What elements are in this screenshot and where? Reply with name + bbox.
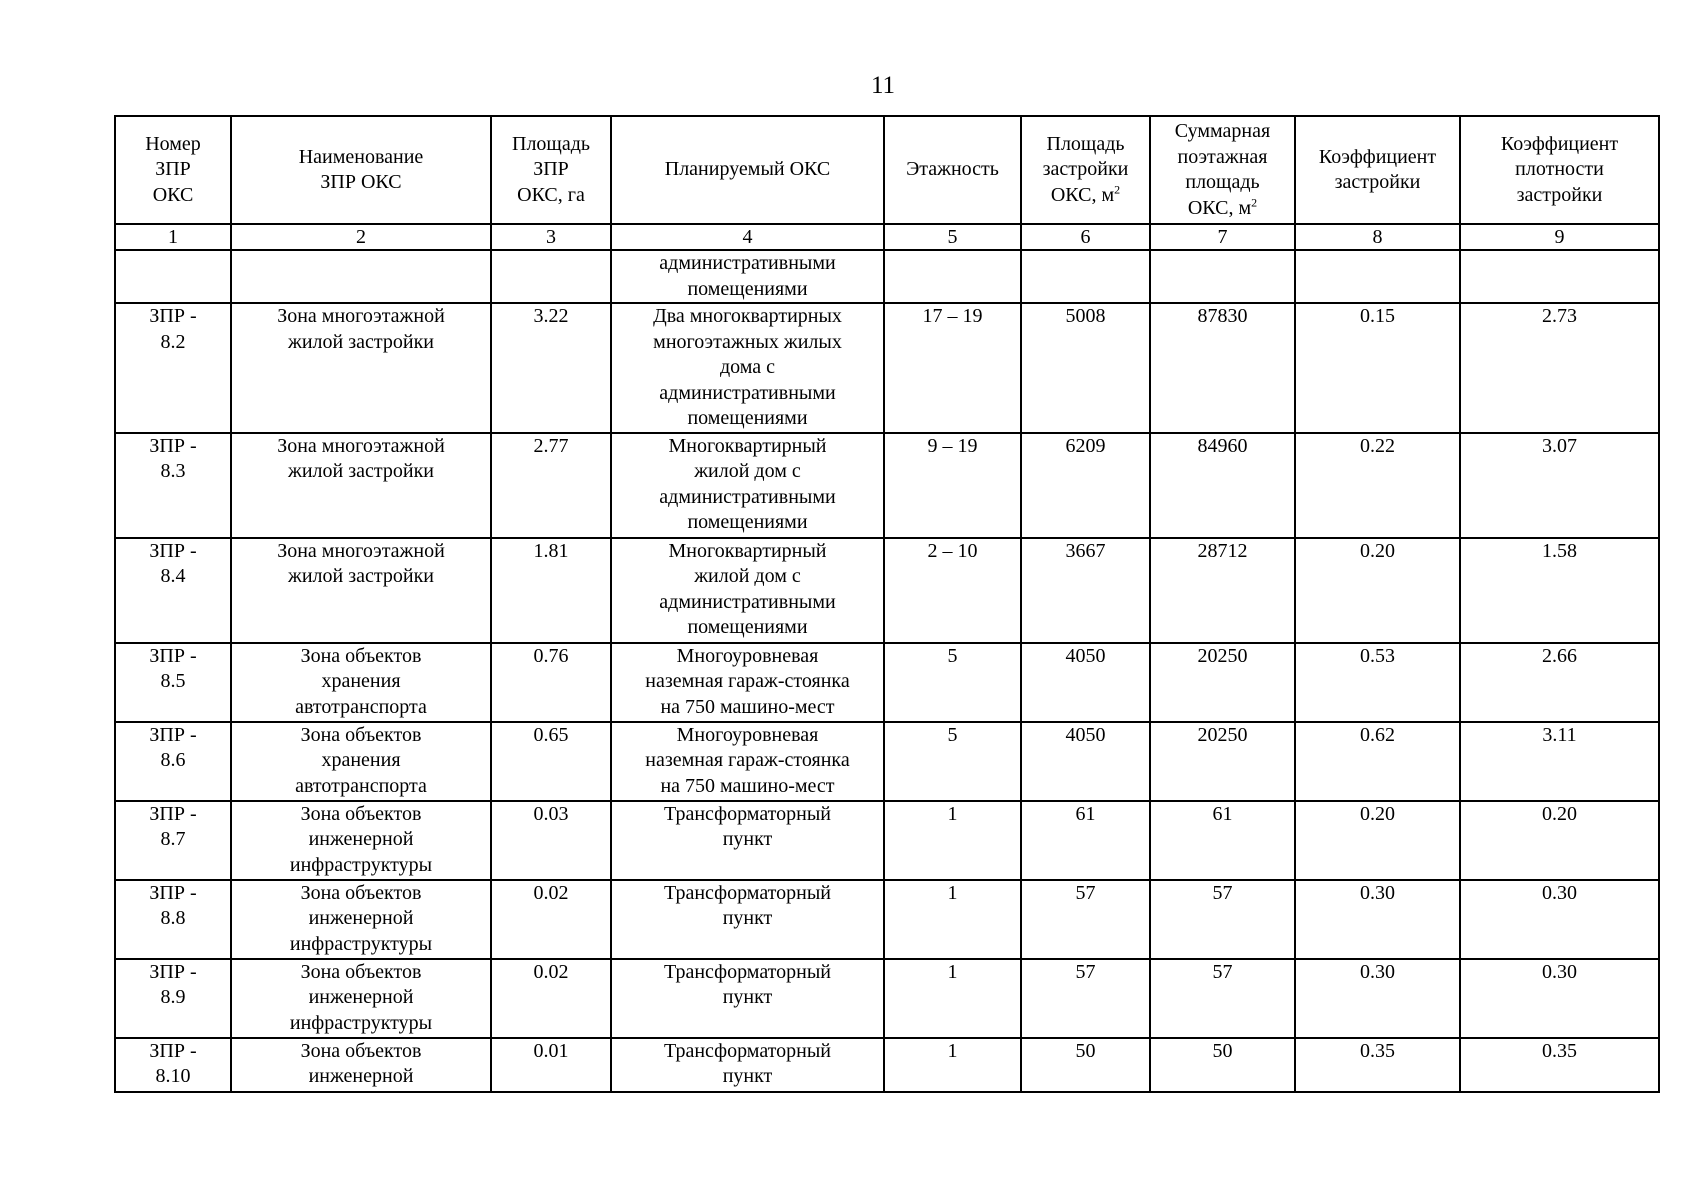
column-number-cell: 2	[231, 224, 491, 250]
cell-text: 0.30	[1542, 960, 1577, 983]
cell-text: 8.4	[160, 565, 186, 587]
table-cell	[491, 1038, 611, 1092]
table-cell	[611, 959, 884, 1038]
column-number-cell: 6	[1021, 224, 1150, 250]
table-cell	[491, 303, 611, 433]
cell-text: 87830	[1197, 305, 1248, 327]
cell-text: 0.30	[1360, 881, 1395, 904]
cell-text: административными	[659, 381, 836, 404]
table-row	[115, 722, 1659, 801]
table-cell	[1021, 801, 1150, 880]
cell-text: 5	[947, 644, 958, 667]
table-cell	[1150, 250, 1295, 303]
table-row	[115, 880, 1659, 959]
cell-text: 0.65	[533, 723, 569, 746]
column-number-cell: 3	[491, 224, 611, 250]
cell-text: помещениями	[687, 616, 808, 638]
table-cell	[1295, 303, 1460, 433]
header-text: Номер	[145, 132, 201, 155]
header-text: застройки	[1042, 158, 1129, 181]
cell-text: 8.6	[160, 749, 186, 771]
header-text: Этажность	[906, 158, 999, 181]
cell-text: автотранспорта	[295, 695, 427, 718]
cell-text: 2.77	[533, 434, 569, 457]
cell-text: 1	[947, 960, 958, 983]
cell-text: 0.02	[533, 960, 569, 983]
cell-text: Зона объектов	[300, 644, 422, 667]
cell-text: 4050	[1065, 644, 1106, 667]
table-row	[115, 250, 1659, 303]
cell-text: 3.07	[1542, 434, 1577, 457]
cell-text: 5	[947, 723, 958, 746]
table-cell	[115, 1038, 231, 1092]
zpr-oks-table	[114, 115, 1660, 1093]
cell-text: 0.22	[1360, 434, 1395, 457]
cell-text: помещениями	[687, 277, 808, 300]
header-cell	[1021, 116, 1150, 224]
cell-text: ЗПР -	[149, 539, 197, 562]
cell-text: Зона многоэтажной	[277, 539, 445, 562]
cell-text: ЗПР -	[149, 644, 197, 667]
table-cell	[884, 643, 1021, 722]
cell-text: 4050	[1065, 723, 1106, 746]
header-cell	[115, 116, 231, 224]
cell-text: инфраструктуры	[289, 1011, 433, 1034]
table-cell	[611, 801, 884, 880]
cell-text: 8.9	[160, 986, 186, 1008]
table-cell	[1150, 880, 1295, 959]
table-cell	[1021, 538, 1150, 643]
cell-text: 0.20	[1542, 802, 1577, 825]
cell-text: 57	[1075, 960, 1096, 983]
cell-text: жилой дом с	[694, 460, 801, 482]
table-cell	[115, 880, 231, 959]
cell-text: жилой застройки	[288, 565, 434, 587]
header-cell	[611, 116, 884, 224]
cell-text: 1	[947, 1039, 958, 1062]
table-cell	[1295, 538, 1460, 643]
header-text: Планируемый ОКС	[664, 158, 831, 181]
table-cell	[1021, 1038, 1150, 1092]
column-number-cell: 4	[611, 224, 884, 250]
cell-text: 0.20	[1360, 802, 1395, 825]
cell-text: 0.02	[533, 881, 569, 904]
header-text: ОКС, $м^2$	[1050, 182, 1121, 206]
table-cell	[1021, 250, 1150, 303]
cell-text: административными	[659, 485, 836, 508]
cell-text: 6209	[1065, 434, 1106, 457]
table-cell	[1295, 643, 1460, 722]
table-cell	[115, 303, 231, 433]
cell-text: 2 – 10	[927, 539, 978, 562]
table-cell	[611, 1038, 884, 1092]
table-cell	[491, 643, 611, 722]
table-cell	[1021, 303, 1150, 433]
table-cell	[115, 250, 231, 303]
cell-text: 50	[1075, 1039, 1096, 1062]
header-cell	[884, 116, 1021, 224]
table-cell	[1150, 722, 1295, 801]
cell-text: Трансформаторный	[663, 802, 831, 825]
table-cell	[611, 538, 884, 643]
cell-text: 84960	[1197, 434, 1248, 457]
table-cell	[231, 303, 491, 433]
table-cell	[115, 722, 231, 801]
table-cell	[884, 959, 1021, 1038]
header-text: ОКС	[152, 183, 194, 206]
table-cell	[231, 801, 491, 880]
table-row	[115, 538, 1659, 643]
table-cell	[611, 303, 884, 433]
page-number: 11	[870, 72, 896, 99]
cell-text: Зона многоэтажной	[277, 305, 445, 327]
header-cell	[1295, 116, 1460, 224]
cell-text: Многоуровневая	[676, 723, 819, 746]
cell-text: 0.35	[1360, 1039, 1395, 1062]
cell-text: наземная гараж-стоянка	[645, 749, 850, 771]
header-text: плотности	[1515, 158, 1604, 181]
table-cell	[491, 880, 611, 959]
column-number-cell: 8	[1295, 224, 1460, 250]
cell-text: ЗПР -	[149, 305, 197, 327]
table-cell	[1460, 1038, 1659, 1092]
cell-text: 0.01	[533, 1039, 569, 1062]
table-cell	[884, 433, 1021, 538]
table-cell	[231, 722, 491, 801]
cell-text: пункт	[722, 986, 773, 1008]
table-cell	[231, 880, 491, 959]
header-text: ОКС, га	[517, 183, 585, 206]
table-cell	[1021, 433, 1150, 538]
cell-text: 0.03	[533, 802, 569, 825]
header-cell	[491, 116, 611, 224]
cell-text: инженерной	[308, 828, 414, 850]
cell-text: ЗПР -	[149, 1039, 197, 1062]
cell-text: 20250	[1197, 723, 1248, 746]
table-cell	[231, 643, 491, 722]
table-cell	[884, 801, 1021, 880]
table-cell	[1150, 303, 1295, 433]
table-cell	[115, 433, 231, 538]
table-cell	[491, 250, 611, 303]
header-text: Наименование	[298, 145, 424, 168]
column-number-cell: 1	[115, 224, 231, 250]
cell-text: ЗПР -	[149, 434, 197, 457]
table-cell	[231, 250, 491, 303]
cell-text: 8.7	[160, 828, 186, 850]
table-row	[115, 433, 1659, 538]
cell-text: Зона объектов	[300, 960, 422, 983]
cell-text: помещениями	[687, 407, 808, 429]
cell-text: наземная гараж-стоянка	[645, 670, 850, 692]
table-cell	[1460, 959, 1659, 1038]
column-number-cell: 9	[1460, 224, 1659, 250]
table-cell	[1460, 250, 1659, 303]
table-cell	[1150, 801, 1295, 880]
cell-text: Два многоквартирных	[653, 305, 842, 327]
table-cell	[1460, 538, 1659, 643]
table-cell	[1295, 959, 1460, 1038]
cell-text: 61	[1212, 802, 1233, 825]
header-text: площадь	[1185, 171, 1260, 193]
cell-text: хранения	[321, 749, 401, 771]
cell-text: Зона многоэтажной	[277, 434, 445, 457]
cell-text: Трансформаторный	[663, 960, 831, 983]
table-cell	[1021, 880, 1150, 959]
cell-text: на 750 машино-мест	[660, 774, 835, 797]
cell-text: инженерной	[308, 1065, 414, 1087]
header-text: Площадь	[512, 132, 590, 155]
table-cell	[1150, 1038, 1295, 1092]
cell-text: пункт	[722, 828, 773, 850]
unit-superscript: 2	[1251, 194, 1258, 209]
table-cell	[611, 433, 884, 538]
table-row	[115, 1038, 1659, 1092]
cell-text: 0.30	[1360, 960, 1395, 983]
table-cell	[1295, 250, 1460, 303]
cell-text: на 750 машино-мест	[660, 695, 835, 718]
table-cell	[611, 722, 884, 801]
cell-text: Зона объектов	[300, 723, 422, 746]
table-cell	[1150, 959, 1295, 1038]
cell-text: жилой застройки	[288, 330, 434, 353]
column-number-cell: 5	[884, 224, 1021, 250]
table-row	[115, 801, 1659, 880]
cell-text: 1	[947, 881, 958, 904]
cell-text: 8.2	[160, 330, 186, 353]
cell-text: Зона объектов	[300, 881, 422, 904]
cell-text: ЗПР -	[149, 881, 197, 904]
table-cell	[1295, 880, 1460, 959]
header-text: Коэффициент	[1500, 132, 1619, 155]
table-cell	[1460, 433, 1659, 538]
header-text: Суммарная	[1174, 120, 1271, 142]
cell-text: 50	[1212, 1039, 1233, 1062]
table-cell	[1295, 722, 1460, 801]
cell-text: 28712	[1197, 539, 1248, 562]
cell-text: ЗПР -	[149, 723, 197, 746]
table-cell	[115, 538, 231, 643]
table-cell	[1460, 801, 1659, 880]
table-cell	[1295, 1038, 1460, 1092]
table-cell	[115, 801, 231, 880]
table-cell	[231, 959, 491, 1038]
table-header-row	[115, 116, 1659, 224]
cell-text: 0.76	[533, 644, 569, 667]
header-cell	[1460, 116, 1659, 224]
cell-text: 8.3	[160, 460, 186, 482]
table-row	[115, 643, 1659, 722]
cell-text: инфраструктуры	[289, 932, 433, 955]
cell-text: 57	[1075, 881, 1096, 904]
cell-text: 57	[1212, 881, 1233, 904]
cell-text: инженерной	[308, 907, 414, 929]
cell-text: Многоквартирный	[668, 539, 827, 562]
cell-text: инфраструктуры	[289, 853, 433, 876]
table-cell	[1295, 433, 1460, 538]
cell-text: 0.35	[1542, 1039, 1577, 1062]
cell-text: 0.20	[1360, 539, 1395, 562]
table-cell	[884, 1038, 1021, 1092]
table-cell	[231, 538, 491, 643]
header-text: застройки	[1334, 171, 1421, 193]
header-text: ЗПР	[155, 158, 191, 181]
table-cell	[115, 643, 231, 722]
cell-text: 3667	[1065, 539, 1106, 562]
table-cell	[115, 959, 231, 1038]
table-cell	[884, 538, 1021, 643]
table-cell	[1021, 722, 1150, 801]
cell-text: ЗПР -	[149, 960, 197, 983]
unit-superscript: 2	[1114, 182, 1121, 197]
cell-text: Зона объектов	[300, 802, 422, 825]
cell-text: 20250	[1197, 644, 1248, 667]
table-cell	[231, 433, 491, 538]
table-cell	[491, 433, 611, 538]
table-cell	[1150, 538, 1295, 643]
header-text: поэтажная	[1177, 145, 1268, 168]
cell-text: 1.81	[533, 539, 569, 562]
cell-text: жилой застройки	[288, 460, 434, 482]
cell-text: 17 – 19	[922, 305, 983, 327]
cell-text: 5008	[1065, 305, 1106, 327]
cell-text: Зона объектов	[300, 1039, 422, 1062]
table-cell	[884, 722, 1021, 801]
table-cell	[1460, 880, 1659, 959]
table-cell	[1150, 643, 1295, 722]
cell-text: 0.15	[1360, 305, 1395, 327]
table-cell	[231, 1038, 491, 1092]
cell-text: 8.8	[160, 907, 186, 929]
table-cell	[611, 250, 884, 303]
cell-text: хранения	[321, 670, 401, 692]
column-number-cell: 7	[1150, 224, 1295, 250]
header-text: Коэффициент	[1318, 145, 1437, 168]
cell-text: 57	[1212, 960, 1233, 983]
table-cell	[491, 801, 611, 880]
cell-text: 2.66	[1542, 644, 1577, 667]
table-row	[115, 303, 1659, 433]
cell-text: 8.10	[155, 1065, 191, 1087]
table-cell	[1295, 801, 1460, 880]
table-cell	[884, 880, 1021, 959]
cell-text: пункт	[722, 907, 773, 929]
table-cell	[1460, 722, 1659, 801]
cell-text: Многоквартирный	[668, 434, 827, 457]
table-cell	[1021, 643, 1150, 722]
table-cell	[1460, 303, 1659, 433]
cell-text: дома с	[719, 356, 776, 378]
cell-text: 8.5	[160, 670, 186, 692]
cell-text: 0.30	[1542, 881, 1577, 904]
header-cell	[231, 116, 491, 224]
cell-text: 1	[947, 802, 958, 825]
cell-text: 2.73	[1542, 305, 1577, 327]
cell-text: инженерной	[308, 986, 414, 1008]
cell-text: автотранспорта	[295, 774, 427, 797]
cell-text: административными	[659, 252, 836, 274]
cell-text: Многоуровневая	[676, 644, 819, 667]
cell-text: Трансформаторный	[663, 1039, 831, 1062]
cell-text: 3.11	[1542, 723, 1577, 746]
table-cell	[1460, 643, 1659, 722]
table-cell	[884, 303, 1021, 433]
cell-text: ЗПР -	[149, 802, 197, 825]
cell-text: 1.58	[1542, 539, 1577, 562]
cell-text: пункт	[722, 1065, 773, 1087]
header-text: ОКС, $м^2$	[1187, 194, 1258, 219]
header-text: ЗПР	[533, 158, 569, 181]
table-cell	[1150, 433, 1295, 538]
cell-text: Трансформаторный	[663, 881, 831, 904]
cell-text: многоэтажных жилых	[653, 330, 842, 353]
table-cell	[491, 538, 611, 643]
column-number-row	[115, 224, 1659, 250]
header-cell	[1150, 116, 1295, 224]
cell-text: 3.22	[533, 305, 569, 327]
table-cell	[491, 722, 611, 801]
header-text: ЗПР ОКС	[320, 171, 402, 193]
cell-text: жилой дом с	[694, 565, 801, 587]
header-text: застройки	[1516, 183, 1603, 206]
cell-text: административными	[659, 590, 836, 613]
table-cell	[491, 959, 611, 1038]
header-text: Площадь	[1046, 132, 1125, 155]
cell-text: 9 – 19	[927, 434, 978, 457]
table-row	[115, 959, 1659, 1038]
cell-text: 0.62	[1360, 723, 1395, 746]
table-cell	[611, 880, 884, 959]
table-cell	[884, 250, 1021, 303]
cell-text: 61	[1075, 802, 1096, 825]
cell-text: помещениями	[687, 511, 808, 533]
cell-text: 0.53	[1360, 644, 1395, 667]
table-cell	[611, 643, 884, 722]
table-cell	[1021, 959, 1150, 1038]
